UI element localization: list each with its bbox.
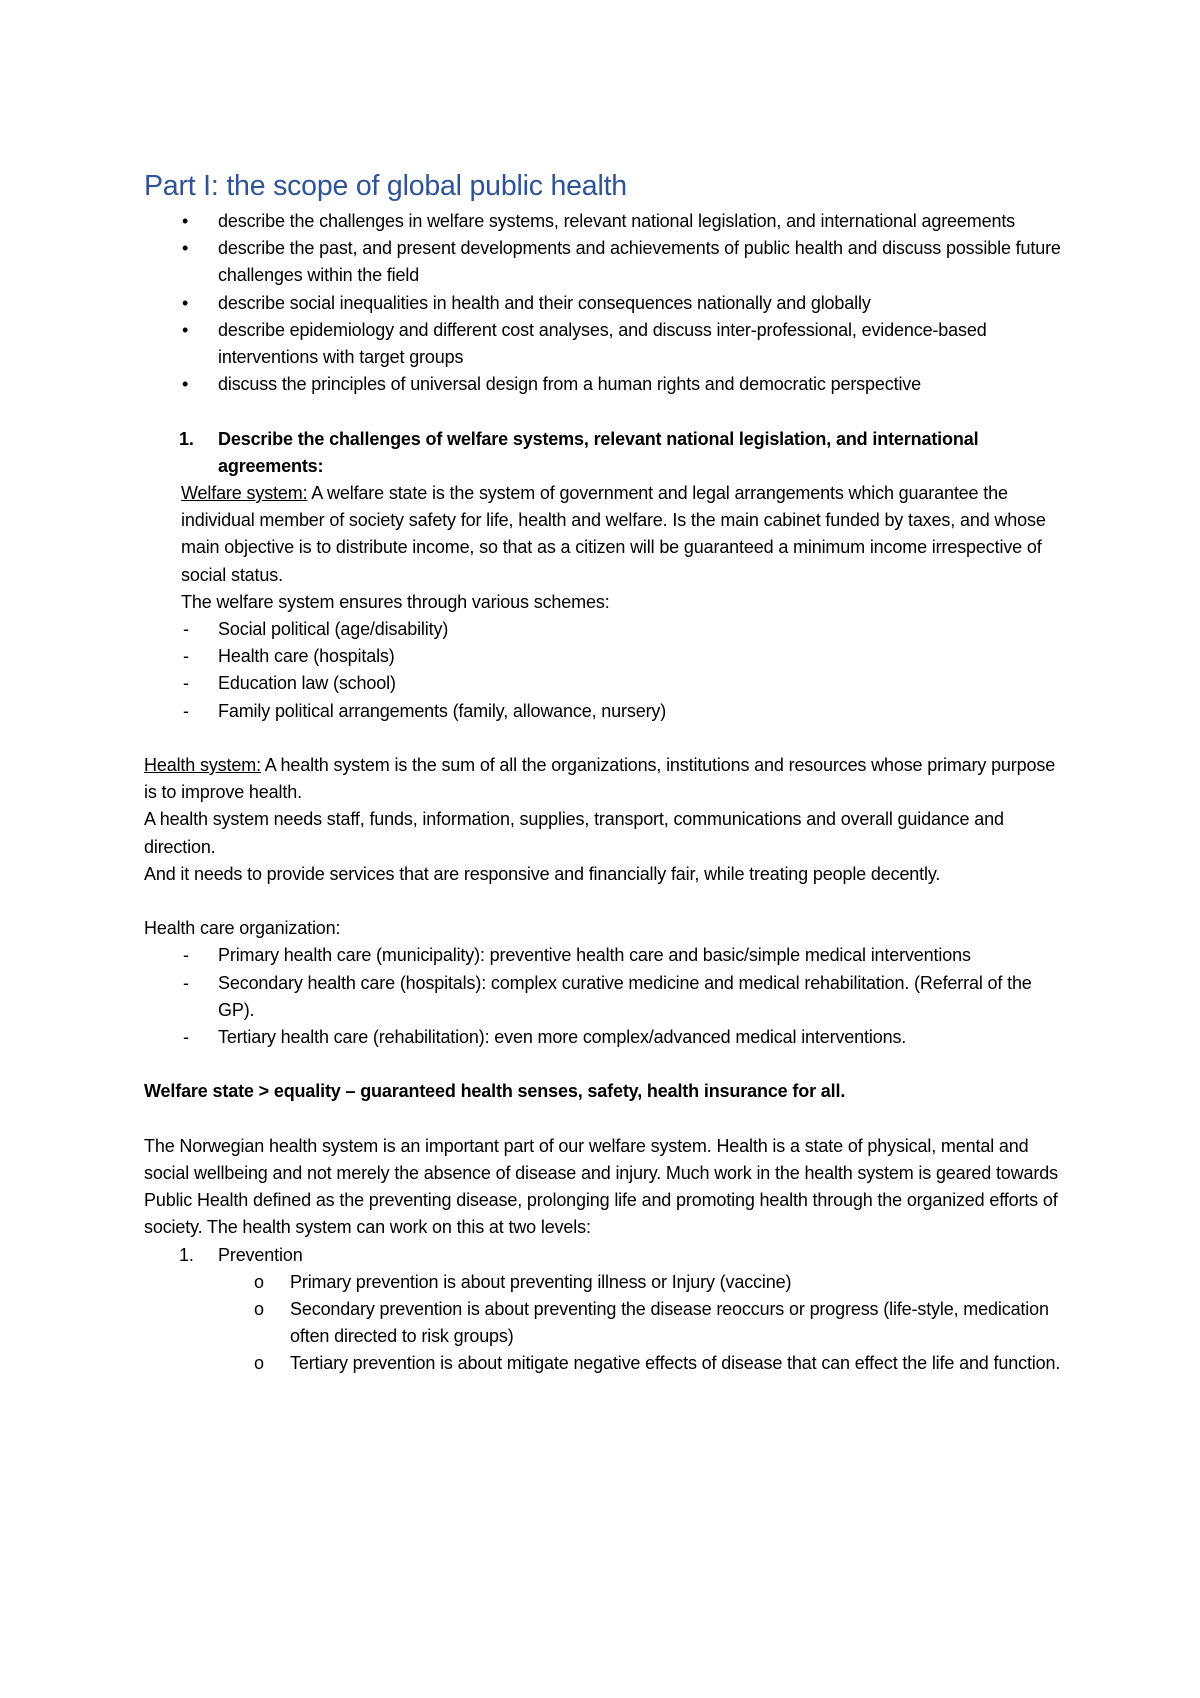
list-item: • discuss the principles of universal design from a human rights and democratic perspective: [144, 371, 1064, 398]
list-item: • describe epidemiology and different cost analyses, and discuss inter-professional, evidence-based interventions with target groups: [144, 317, 1064, 371]
health-system-services: And it needs to provide services that are responsive and financially fair, while treating people decently.: [144, 863, 941, 884]
scheme-text: Family political arrangements (family, allowance, nursery): [218, 700, 667, 721]
list-item: • describe the past, and present developments and achievements of public health and discuss possible future challenges within the field: [144, 235, 1064, 289]
care-org-intro: Health care organization:: [144, 918, 341, 939]
section-number: 1.: [179, 428, 194, 449]
list-item: - Tertiary health care (rehabilitation): even more complex/advanced medical interventions.: [183, 1027, 907, 1048]
list-item: - Family political arrangements (family, allowance, nursery): [183, 700, 667, 721]
document-page: [144, 168, 1064, 1378]
welfare-equality-statement: Welfare state > equality – guaranteed health senses, safety, health insurance for all.: [144, 1081, 846, 1102]
levels-item: [144, 1242, 1064, 1269]
care-item-text: Secondary health care (hospitals): complex curative medicine and medical rehabilitation. (Referral of the GP).: [218, 972, 1032, 1020]
scheme-text: Social political (age/disability): [218, 619, 449, 640]
sub-marker: o: [254, 1299, 264, 1320]
care-item-text: Primary health care (municipality): preventive health care and basic/simple medical interventions: [218, 945, 971, 966]
list-item: [144, 1350, 1064, 1377]
list-item: [144, 1296, 1064, 1350]
schemes-intro: The welfare system ensures through various schemes:: [181, 591, 610, 612]
care-item-text: Tertiary health care (rehabilitation): even more complex/advanced medical interventions.: [218, 1027, 907, 1048]
health-system-text: A health system is the sum of all the organizations, institutions and resources whose primary purpose is to improve health.: [144, 755, 1056, 803]
page-title: Part I: the scope of global public health: [144, 170, 627, 202]
scheme-text: Education law (school): [218, 673, 396, 694]
list-item: - Primary health care (municipality): preventive health care and basic/simple medical interventions: [183, 945, 971, 966]
objectives-list: [144, 208, 1064, 398]
list-item: - Education law (school): [183, 673, 396, 694]
welfare-system-text: A welfare state is the system of government and legal arrangements which guarantee the individual member of society safety for life, health and welfare. Is the main cabinet funded by taxes, and whose main objective is to distribute income, so that as a citizen will be guaranteed a minimum income irrespective of social status.: [181, 483, 1046, 585]
health-system-label: Health system:: [144, 755, 261, 776]
welfare-system-paragraph: [144, 480, 1064, 589]
sub-marker: o: [254, 1353, 264, 1374]
section-heading-text: Describe the challenges of welfare systems, relevant national legislation, and international agreements:: [218, 428, 979, 476]
health-system-needs: A health system needs staff, funds, information, supplies, transport, communications and overall guidance and direction.: [144, 809, 1004, 857]
list-item: [144, 1269, 1064, 1296]
list-item: - Secondary health care (hospitals): complex curative medicine and medical rehabilitation. (Referral of the GP).: [183, 972, 1032, 1020]
welfare-system-label: Welfare system:: [181, 483, 308, 504]
norwegian-paragraph: The Norwegian health system is an important part of our welfare system. Health is a state of physical, mental and social wellbeing and not merely the absence of disease and injury. Much work in the health system is geared towards Public Health defined as the preventing disease, prolonging life and promoting health through the organized efforts of society. The health system can work on this at two levels:: [144, 1135, 1058, 1238]
level-label: Prevention: [218, 1244, 303, 1265]
sub-marker: o: [254, 1271, 264, 1292]
list-item: - Health care (hospitals): [183, 646, 395, 667]
health-system-paragraph: [144, 752, 1064, 806]
level-number: 1.: [179, 1244, 194, 1265]
list-item: • describe social inequalities in health and their consequences nationally and globally: [144, 290, 1064, 317]
section-1-heading: [144, 426, 1064, 480]
list-item: - Social political (age/disability): [183, 619, 449, 640]
scheme-text: Health care (hospitals): [218, 646, 395, 667]
prevention-text: Primary prevention is about preventing illness or Injury (vaccine): [290, 1271, 792, 1292]
list-item: • describe the challenges in welfare systems, relevant national legislation, and international agreements: [144, 208, 1064, 235]
prevention-text: Secondary prevention is about preventing the disease reoccurs or progress (life-style, medication often directed to risk groups): [290, 1299, 1049, 1347]
prevention-text: Tertiary prevention is about mitigate negative effects of disease that can effect the life and function.: [290, 1353, 1061, 1374]
